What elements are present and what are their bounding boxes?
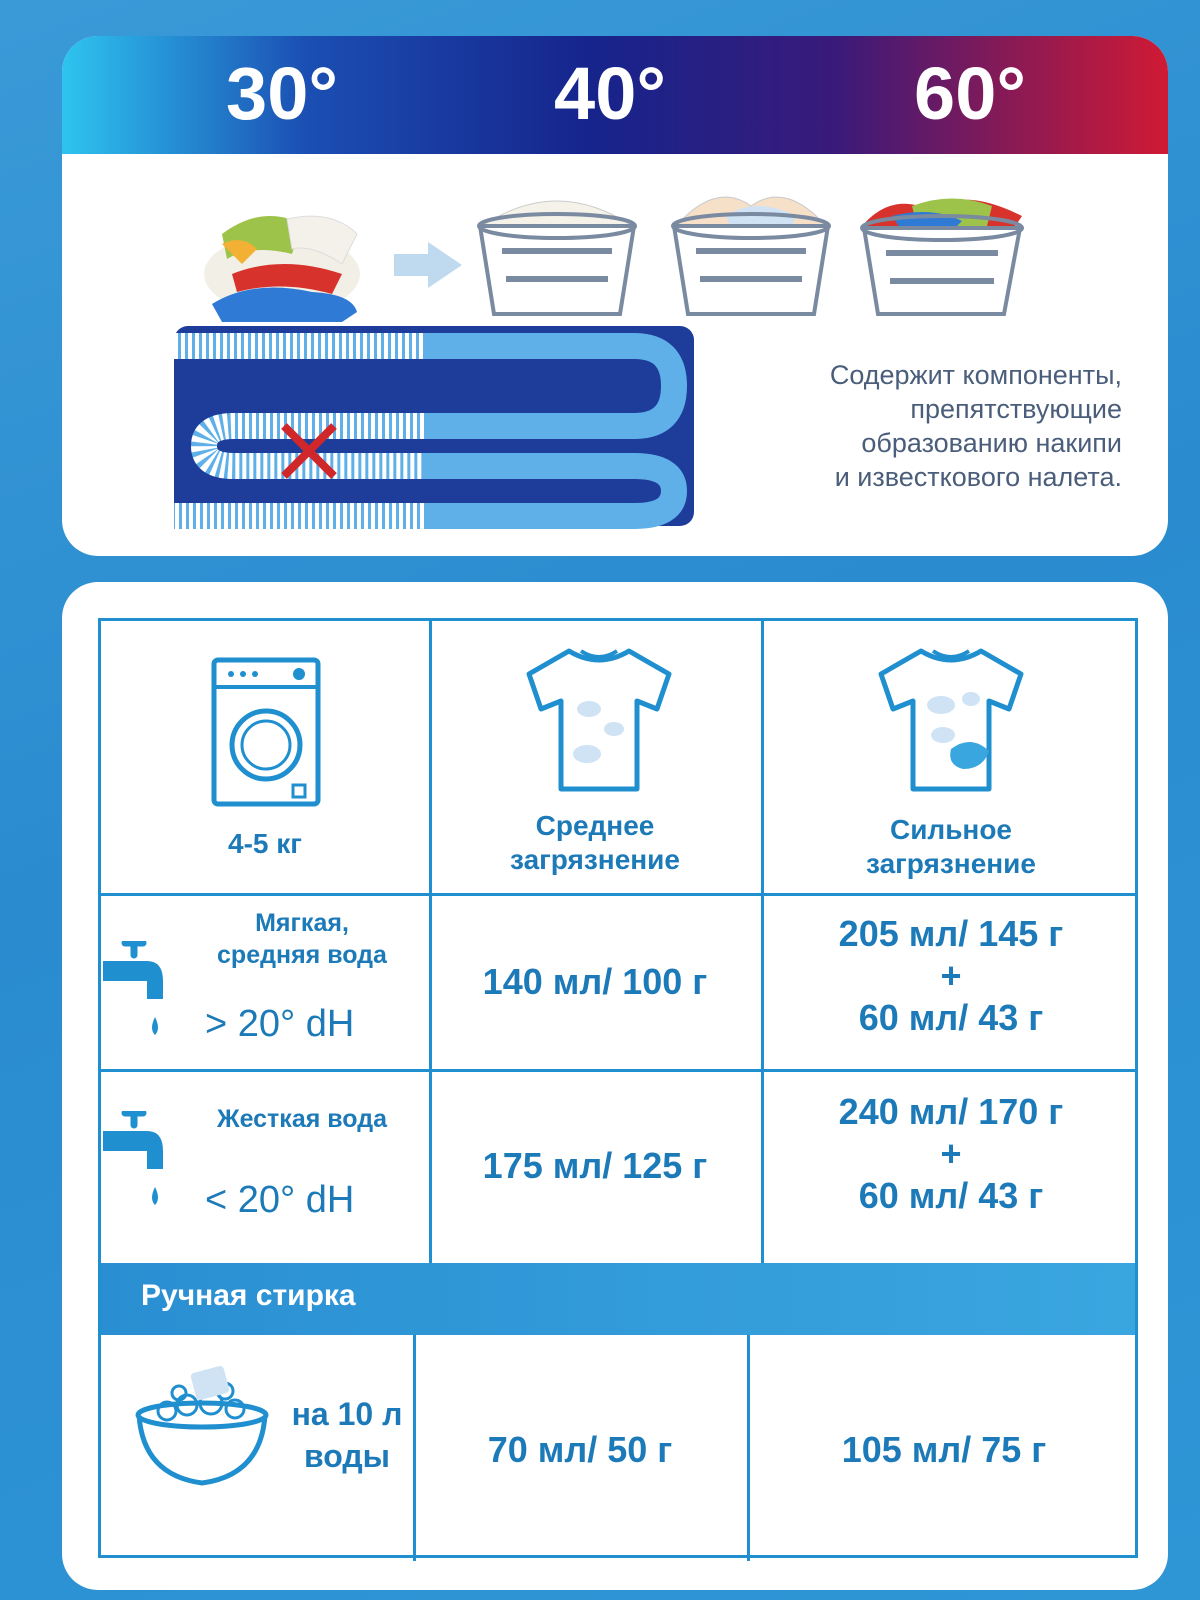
dose-line: 60 мл/ 43 г xyxy=(858,997,1044,1038)
medium-soil-header xyxy=(429,809,761,877)
temperature-30: 30° xyxy=(226,52,338,135)
laundry-basket-icon xyxy=(666,186,836,326)
laundry-basket-icon xyxy=(852,186,1032,326)
temperature-60: 60° xyxy=(914,52,1026,135)
dosing-panel xyxy=(62,582,1168,1590)
dose-line: + xyxy=(940,955,962,996)
anti-scale-note xyxy=(672,358,1122,494)
temperature-40: 40° xyxy=(554,52,666,135)
water-hardness: > 20° dH xyxy=(205,1003,355,1045)
laundry-illustrations xyxy=(62,166,1168,336)
note-line: образованию накипи xyxy=(861,428,1122,458)
water-tap-icon xyxy=(103,941,177,1045)
dose-line: 205 мл/ 145 г xyxy=(838,913,1064,954)
heavy-soil-header xyxy=(761,813,1141,881)
clothes-pile-icon xyxy=(192,194,372,324)
hand-wash-band xyxy=(101,1263,1135,1335)
laundry-basket-icon xyxy=(472,186,642,326)
tshirt-icon xyxy=(871,639,1031,809)
water-type-label xyxy=(177,1103,427,1135)
header-line: загрязнение xyxy=(866,848,1036,879)
water-line: Жесткая вода xyxy=(216,1105,388,1133)
hand-wash-title: Ручная стирка xyxy=(141,1279,356,1312)
grid-line xyxy=(101,1069,1135,1072)
heating-element-illustration xyxy=(174,326,694,536)
water-type-label xyxy=(177,907,427,971)
water-tap-icon xyxy=(103,1111,177,1215)
dose-medium-hard: 175 мл/ 125 г xyxy=(482,1145,708,1186)
temperature-panel xyxy=(62,36,1168,556)
note-line: Содержит компоненты, xyxy=(829,360,1122,390)
dose-line: + xyxy=(940,1133,962,1174)
dose-hand-medium: 70 мл/ 50 г xyxy=(487,1429,673,1470)
header-line: Среднее xyxy=(535,810,655,841)
wash-basin-icon xyxy=(127,1357,277,1497)
dose-line: 240 мл/ 170 г xyxy=(838,1091,1064,1132)
temperature-band xyxy=(62,36,1168,154)
note-line: препятствующие xyxy=(910,394,1122,424)
amount-line: на 10 л xyxy=(291,1396,403,1432)
load-label: 4-5 кг xyxy=(228,828,302,859)
dose-heavy-hard xyxy=(761,1091,1141,1217)
dose-heavy-soft xyxy=(761,913,1141,1039)
water-line: средняя вода xyxy=(217,941,387,969)
dose-hand-heavy: 105 мл/ 75 г xyxy=(841,1429,1047,1470)
washing-machine-icon xyxy=(211,657,321,807)
tshirt-icon xyxy=(519,639,679,799)
dose-line: 60 мл/ 43 г xyxy=(858,1175,1044,1216)
dosing-table xyxy=(98,618,1138,1558)
note-line: и известкового налета. xyxy=(834,462,1122,492)
amount-line: воды xyxy=(303,1438,390,1474)
arrow-right-icon xyxy=(394,240,464,290)
hand-wash-water-amount xyxy=(281,1393,413,1477)
water-hardness: < 20° dH xyxy=(205,1179,355,1221)
header-line: загрязнение xyxy=(510,844,680,875)
water-line: Мягкая, xyxy=(255,909,349,937)
grid-line xyxy=(101,893,1135,896)
dose-medium-soft: 140 мл/ 100 г xyxy=(482,961,708,1002)
header-line: Сильное xyxy=(889,814,1013,845)
